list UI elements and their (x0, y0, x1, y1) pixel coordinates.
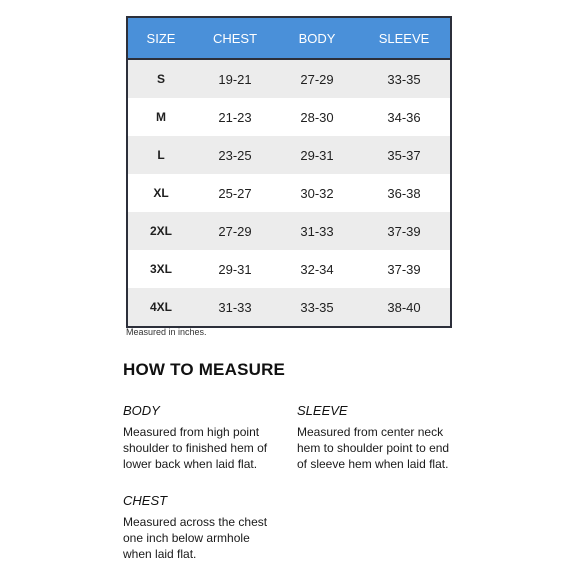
body-description-line: shoulder to finished hem of (123, 441, 268, 455)
chest-description (123, 514, 293, 562)
chest-cell: 21-23 (194, 98, 276, 136)
chest-cell: 23-25 (194, 136, 276, 174)
size-cell: 3XL (128, 250, 194, 288)
body-description-line: Measured from high point (123, 425, 260, 439)
body-heading: BODY (123, 403, 160, 418)
body-cell: 33-35 (276, 288, 358, 326)
chest-heading: CHEST (123, 493, 168, 508)
how-to-measure-title: HOW TO MEASURE (123, 360, 286, 379)
chest-description-line: one inch below armhole (123, 531, 250, 545)
column-header-sleeve: SLEEVE (358, 18, 450, 59)
size-cell: XL (128, 174, 194, 212)
table-row (128, 250, 450, 288)
column-header-chest: CHEST (194, 18, 276, 59)
sleeve-description-line: Measured from center neck (297, 425, 444, 439)
chest-cell: 19-21 (194, 59, 276, 98)
chest-description-line: Measured across the chest (123, 515, 268, 529)
table-header-row (128, 18, 450, 59)
column-header-body: BODY (276, 18, 358, 59)
column-header-size: SIZE (128, 18, 194, 59)
body-cell: 30-32 (276, 174, 358, 212)
body-cell: 31-33 (276, 212, 358, 250)
body-description (123, 424, 293, 472)
sleeve-description (297, 424, 467, 472)
size-cell: 4XL (128, 288, 194, 326)
sleeve-cell: 37-39 (358, 212, 450, 250)
body-cell: 27-29 (276, 59, 358, 98)
size-cell: L (128, 136, 194, 174)
chest-description-line: when laid flat. (123, 547, 197, 561)
sleeve-cell: 34-36 (358, 98, 450, 136)
sleeve-cell: 36-38 (358, 174, 450, 212)
sleeve-cell: 35-37 (358, 136, 450, 174)
sleeve-cell: 33-35 (358, 59, 450, 98)
size-table (128, 18, 450, 326)
sleeve-description-line: hem to shoulder point to end (297, 441, 450, 455)
size-cell: M (128, 98, 194, 136)
chest-cell: 29-31 (194, 250, 276, 288)
table-row (128, 212, 450, 250)
size-chart (126, 16, 452, 328)
chest-cell: 31-33 (194, 288, 276, 326)
sleeve-cell: 37-39 (358, 250, 450, 288)
body-cell: 29-31 (276, 136, 358, 174)
table-row (128, 136, 450, 174)
chest-cell: 27-29 (194, 212, 276, 250)
body-description-line: lower back when laid flat. (123, 457, 258, 471)
table-row (128, 59, 450, 98)
size-cell: S (128, 59, 194, 98)
sleeve-heading: SLEEVE (297, 403, 348, 418)
table-row (128, 174, 450, 212)
sleeve-description-line: of sleeve hem when laid flat. (297, 457, 449, 471)
measurement-unit-note: Measured in inches. (126, 327, 207, 337)
chest-cell: 25-27 (194, 174, 276, 212)
table-row (128, 288, 450, 326)
body-cell: 32-34 (276, 250, 358, 288)
body-cell: 28-30 (276, 98, 358, 136)
size-cell: 2XL (128, 212, 194, 250)
sleeve-cell: 38-40 (358, 288, 450, 326)
table-row (128, 98, 450, 136)
